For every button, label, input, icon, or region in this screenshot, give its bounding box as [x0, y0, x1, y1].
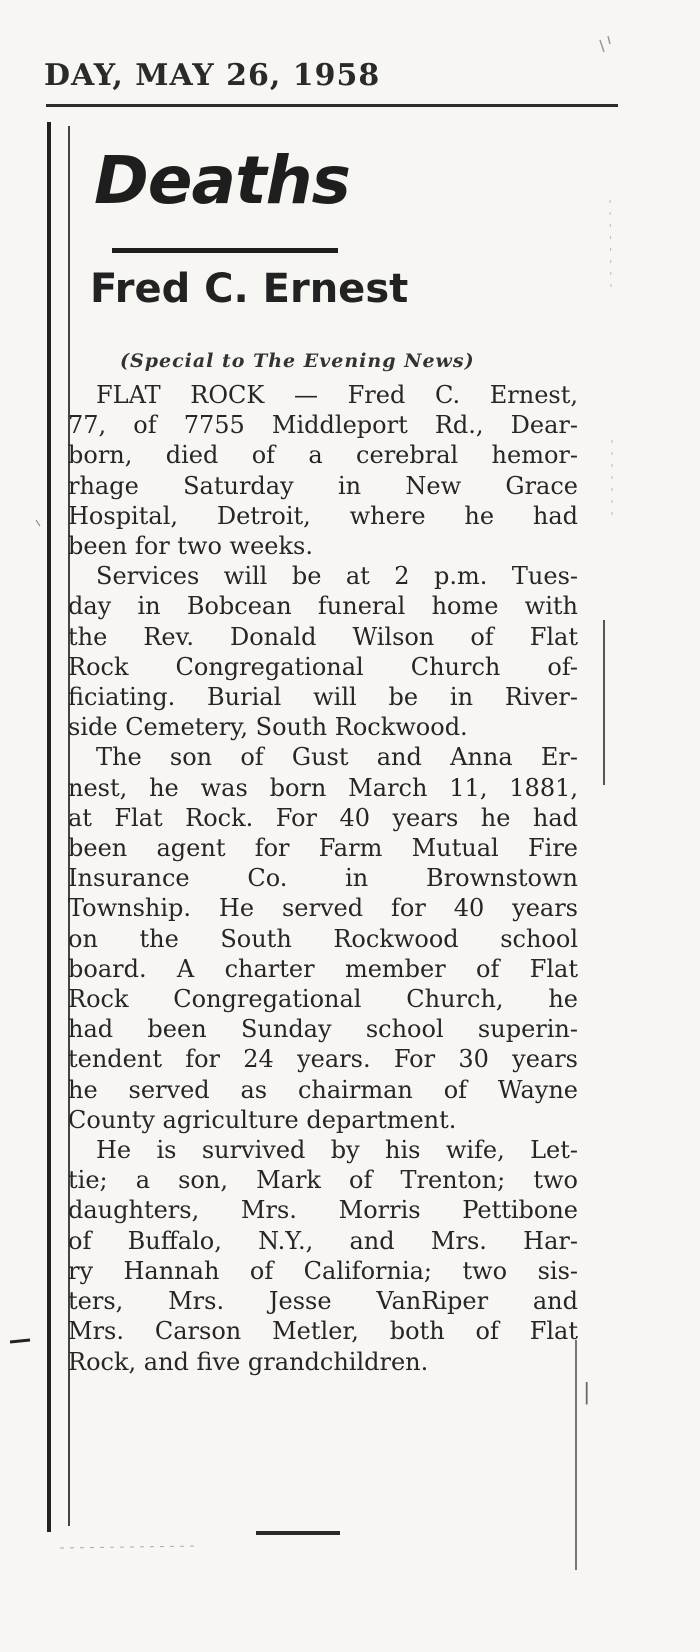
left-column-rule [47, 122, 51, 1532]
section-heading: Deaths [94, 142, 350, 219]
margin-fragment: | [583, 1380, 591, 1405]
top-rule [46, 104, 618, 107]
heading-underline [112, 248, 338, 253]
text-line: Rock Congregational Church, he [68, 985, 578, 1014]
paragraph [68, 742, 578, 1135]
text-line: FLAT ROCK — Fred C. Ernest, [96, 381, 578, 409]
paragraph [68, 1135, 578, 1377]
text-line: Mrs. Carson Metler, both of Flat [68, 1317, 578, 1346]
text-line: rhage Saturday in New Grace [68, 471, 578, 500]
text-line: been for two weeks. [68, 532, 313, 561]
text-line: tie; a son, Mark of Trenton; two [68, 1166, 578, 1195]
text-line: 77, of 7755 Middleport Rd., Dear- [68, 411, 578, 440]
text-line: board. A charter member of Flat [68, 954, 578, 983]
obituary-name: Fred C. Ernest [90, 266, 409, 312]
text-line: ficiating. Burial will be in River- [68, 683, 578, 712]
text-line: Rock Congregational Church of- [68, 652, 578, 681]
text-line: on the South Rockwood school [68, 924, 578, 953]
text-line: had been Sunday school superin- [68, 1015, 578, 1044]
text-line: of Buffalo, N.Y., and Mrs. Har- [68, 1226, 578, 1255]
byline: (Special to The Evening News) [120, 350, 475, 372]
dateline: DAY, MAY 26, 1958 [44, 58, 381, 93]
text-line: ters, Mrs. Jesse VanRiper and [68, 1287, 578, 1316]
text-line: He is survived by his wife, Let- [96, 1136, 578, 1165]
text-line: born, died of a cerebral hemor- [68, 441, 578, 470]
right-column-rule [603, 620, 605, 785]
text-line: day in Bobcean funeral home with [68, 592, 578, 621]
paragraph [68, 380, 578, 561]
text-line: The son of Gust and Anna Er- [96, 743, 578, 772]
text-line: ry Hannah of California; two sis- [68, 1256, 578, 1285]
text-line: tendent for 24 years. For 30 years [68, 1045, 578, 1074]
text-line: the Rev. Donald Wilson of Flat [68, 622, 578, 651]
end-rule [256, 1531, 340, 1535]
text-line: Services will be at 2 p.m. Tues- [96, 562, 578, 591]
paragraph [68, 561, 578, 742]
text-line: nest, he was born March 11, 1881, [68, 773, 578, 802]
text-line: Insurance Co. in Brownstown [68, 864, 578, 893]
text-line: Hospital, Detroit, where he had [68, 501, 578, 530]
text-line: at Flat Rock. For 40 years he had [68, 803, 578, 832]
text-line: daughters, Mrs. Morris Pettibone [68, 1196, 578, 1225]
obituary-body [68, 380, 578, 1377]
text-line: County agriculture department. [68, 1105, 457, 1134]
text-line: he served as chairman of Wayne [68, 1075, 578, 1104]
text-line: Township. He served for 40 years [68, 894, 578, 923]
text-line: Rock, and five grandchildren. [68, 1347, 429, 1376]
text-line: been agent for Farm Mutual Fire [68, 834, 578, 863]
text-line: side Cemetery, South Rockwood. [68, 713, 468, 742]
